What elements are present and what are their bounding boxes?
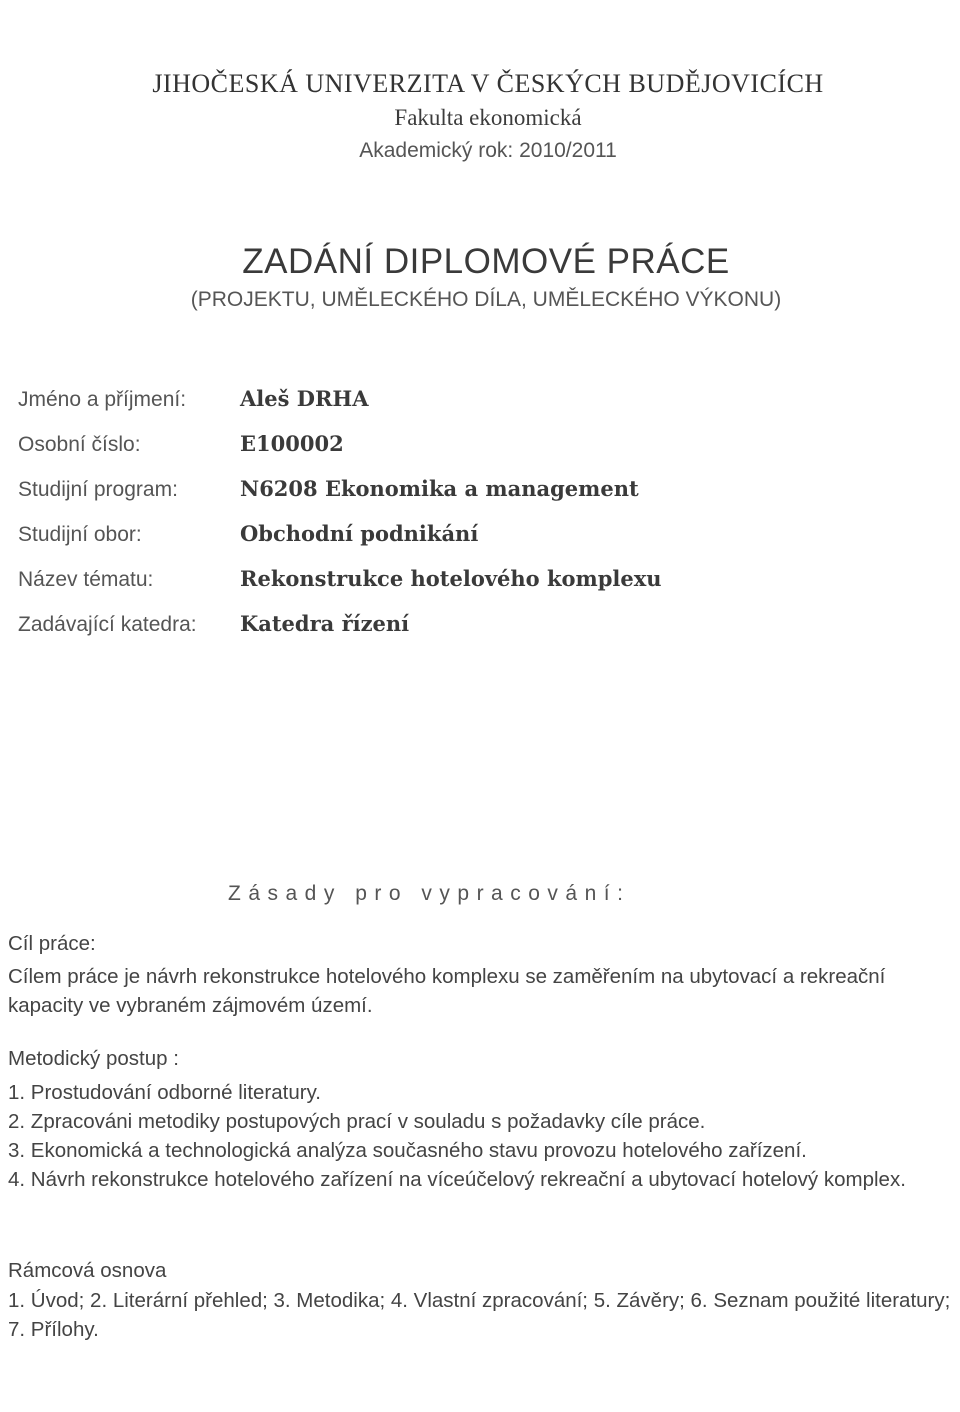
- field-row-department: [18, 611, 662, 656]
- field-value: E100002: [240, 431, 344, 456]
- outline-text: 1. Úvod; 2. Literární přehled; 3. Metodika; 4. Vlastní zpracování; 5. Závěry; 6. Seznam použité literatury; 7. Přílohy.: [8, 1289, 951, 1341]
- field-label: Studijní program:: [18, 478, 178, 501]
- field-row-study-field: [18, 521, 662, 566]
- method-step: 3. Ekonomická a technologická analýza současného stavu provozu hotelového zařízení.: [8, 1139, 807, 1162]
- method-steps: [8, 1078, 956, 1194]
- principles-heading: Zásady pro vypracování:: [228, 882, 631, 905]
- field-value: Katedra řízení: [240, 611, 410, 636]
- field-label: Jméno a příjmení:: [18, 388, 187, 411]
- student-info: [18, 386, 662, 656]
- field-value: N6208 Ekonomika a management: [240, 476, 639, 501]
- method-heading: Metodický postup :: [8, 1047, 179, 1070]
- goal-text: Cílem práce je návrh rekonstrukce hotelového komplexu se zaměřením na ubytovací a rekreační kapacity ve vybraném zájmovém území.: [8, 965, 886, 1017]
- university-name: JIHOČESKÁ UNIVERZITA V ČESKÝCH BUDĚJOVICÍCH: [152, 69, 824, 98]
- document-subtitle: (PROJEKTU, UMĚLECKÉHO DÍLA, UMĚLECKÉHO VÝKONU): [190, 288, 782, 311]
- method-step: 1. Prostudování odborné literatury.: [8, 1081, 321, 1104]
- academic-year: Akademický rok: 2010/2011: [359, 139, 617, 162]
- document-title: ZADÁNÍ DIPLOMOVÉ PRÁCE: [242, 242, 730, 281]
- field-row-topic: [18, 566, 662, 611]
- document-header: [0, 66, 960, 168]
- field-label: Zadávající katedra:: [18, 613, 197, 636]
- field-value: Obchodní podnikání: [240, 521, 479, 546]
- field-label: Název tématu:: [18, 568, 154, 591]
- method-step: 2. Zpracováni metodiky postupových prací v souladu s požadavky cíle práce.: [8, 1110, 706, 1133]
- field-row-personal-number: [18, 431, 662, 476]
- field-value: Aleš DRHA: [240, 386, 369, 411]
- field-row-name: [18, 386, 662, 431]
- method-step: 4. Návrh rekonstrukce hotelového zařízení na víceúčelový rekreační a ubytovací hotelový komplex.: [8, 1168, 906, 1191]
- outline-heading: Rámcová osnova: [8, 1259, 167, 1282]
- field-label: Studijní obor:: [18, 523, 142, 546]
- field-label: Osobní číslo:: [18, 433, 141, 456]
- field-value: Rekonstrukce hotelového komplexu: [240, 566, 662, 591]
- goal-heading: Cíl práce:: [8, 932, 96, 955]
- field-row-study-program: [18, 476, 662, 521]
- faculty-name: Fakulta ekonomická: [394, 105, 582, 130]
